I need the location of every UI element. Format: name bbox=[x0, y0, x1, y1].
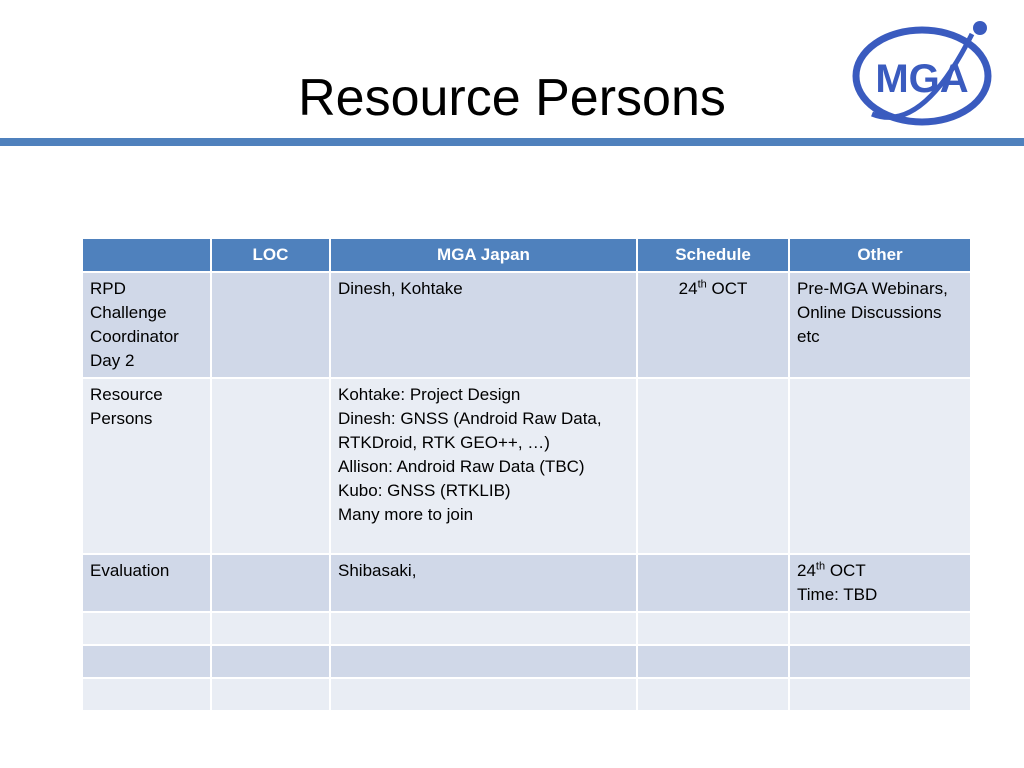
title-underline bbox=[0, 138, 1024, 146]
other-cell bbox=[789, 554, 971, 612]
resource-table bbox=[81, 237, 972, 712]
empty-row bbox=[82, 678, 971, 711]
slide-title: Resource Persons bbox=[298, 69, 726, 127]
logo-text: MGA bbox=[875, 57, 969, 101]
schedule-suffix: th bbox=[697, 278, 707, 291]
other-cell: Pre-MGA Webinars, Online Discussions etc bbox=[789, 272, 971, 378]
mga-cell: Dinesh, Kohtake bbox=[330, 272, 637, 378]
other-cell bbox=[789, 378, 971, 554]
other-rest: OCT Time: TBD bbox=[797, 561, 878, 604]
header-loc: LOC bbox=[211, 238, 330, 272]
mga-cell: Kohtake: Project Design Dinesh: GNSS (Android Raw Data, RTKDroid, RTK GEO++, …) Allison: Android Raw Data (TBC) Kubo: GNSS (RTKLIB) Many more to join bbox=[330, 378, 637, 554]
header-schedule: Schedule bbox=[637, 238, 789, 272]
header-mga-japan: MGA Japan bbox=[330, 238, 637, 272]
schedule-day: 24 bbox=[678, 279, 698, 298]
row-label: RPD Challenge Coordinator Day 2 bbox=[82, 272, 211, 378]
row-label: Resource Persons bbox=[82, 378, 211, 554]
schedule-cell bbox=[637, 378, 789, 554]
table-header-row bbox=[82, 238, 971, 272]
other-suffix: th bbox=[815, 560, 826, 573]
empty-row bbox=[82, 612, 971, 645]
row-label: Evaluation bbox=[82, 554, 211, 612]
other-day: 24 bbox=[797, 561, 816, 580]
header-other: Other bbox=[789, 238, 971, 272]
table-row bbox=[82, 272, 971, 378]
header-blank bbox=[82, 238, 211, 272]
table-row bbox=[82, 554, 971, 612]
schedule-cell bbox=[637, 554, 789, 612]
loc-cell bbox=[211, 554, 330, 612]
mga-logo-icon bbox=[852, 14, 1002, 132]
schedule-cell bbox=[637, 272, 789, 378]
schedule-month: OCT bbox=[706, 279, 748, 298]
empty-row bbox=[82, 645, 971, 678]
mga-cell: Shibasaki, bbox=[330, 554, 637, 612]
loc-cell bbox=[211, 272, 330, 378]
loc-cell bbox=[211, 378, 330, 554]
table-row bbox=[82, 378, 971, 554]
